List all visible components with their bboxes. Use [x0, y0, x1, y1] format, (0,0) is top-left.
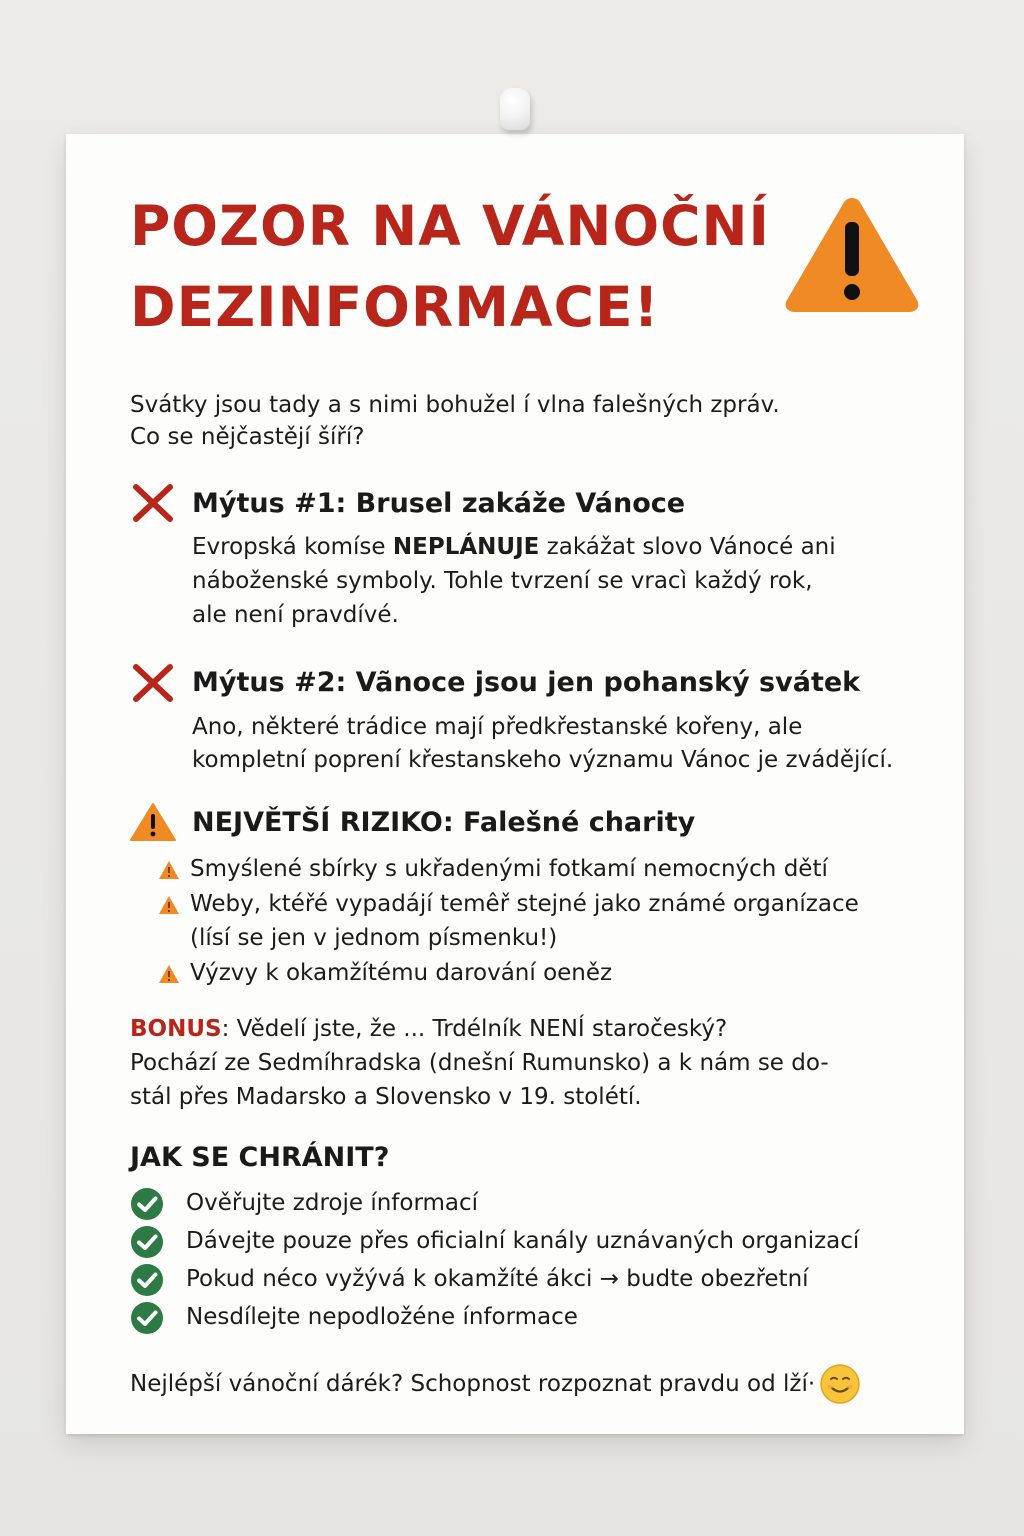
bonus-label: BONUS [130, 1016, 222, 1043]
protect-list [130, 1185, 924, 1337]
list-item: Výzvy k okamžítému darování oeněz [158, 956, 924, 991]
list-item: Dávejte pouze přes oficialní kanály uznávaných organizací [130, 1223, 924, 1261]
warning-icon [130, 802, 176, 842]
myth-2-line-1: Ano, některé trádice mají předkřestanské kořeny, ale [192, 713, 803, 740]
myth-2-heading: Mýtus #2: Vãnoce jsou jen pohanský svátek [192, 667, 861, 699]
title-line-2: DEZINFORMACE! [130, 275, 660, 340]
check-icon [130, 1225, 164, 1259]
intro-paragraph [130, 389, 920, 453]
smiling-face-icon [819, 1363, 861, 1405]
bonus-line-2: Pochází ze Sedmíhradska (dnešní Rumunsko) a k nám se do- [130, 1050, 829, 1077]
bonus-line-3: stál přes Madarsko a Slovensko v 19. stolétí. [130, 1084, 642, 1111]
cross-icon [130, 663, 176, 703]
risk-list [158, 852, 924, 990]
title-line-1: POZOR NA VÁNOČNÍ [130, 194, 770, 258]
list-item: Nesdílejte nepodložéne ínformace [130, 1299, 924, 1337]
myth-1-heading: Mýtus #1: Brusel zakáže Vánoce [192, 487, 686, 519]
myth-1-line-2: náboženské symboly. Tohle tvrzení se vracì každý rok, [192, 567, 813, 594]
closing-line [130, 1363, 924, 1405]
myth-2-line-2: kompletní poprení křestanskeho významu Vánoc je zvádějící. [192, 747, 894, 774]
small-warning-icon [158, 895, 180, 915]
small-warning-icon [158, 964, 180, 984]
myth-1-section [130, 483, 924, 632]
poster [66, 134, 964, 1434]
list-item: Smyślené sbírky s ukřadenými fotkamí nemocných dětí [158, 852, 924, 887]
list-item: Pokud néco vyžývá k okamžíté ákci → budte obezřetní [130, 1261, 924, 1299]
list-item: Weby, ktéřé vypadájí temêř stejné jako známé organízace (lísí se jen v jednom písmenku!) [158, 887, 924, 956]
cross-icon [130, 483, 176, 523]
myth-1-line-1: Evropská komíse NEPLÁNUJE zakážat slovo Vánocé ani [192, 534, 836, 561]
small-warning-icon [158, 860, 180, 880]
myth-1-line-3: ale není pravdívé. [192, 601, 399, 628]
protect-heading: JAK SE CHRÁNIT? [130, 1142, 390, 1174]
list-item: Ověřujte zdroje ínformací [130, 1185, 924, 1223]
check-icon [130, 1187, 164, 1221]
bonus-line-1: BONUS: Vědelí jste, že ... Trdélník NENÍ staročeský? [130, 1016, 728, 1043]
closing-text: Nejlépší vánoční dárék? Schopnost rozpoznat pravdu od lží· [130, 1370, 816, 1397]
bonus-section [130, 1012, 924, 1114]
push-pin [500, 88, 530, 130]
myth-2-section [130, 663, 924, 779]
risk-heading: NEJVĚTŠÍ RIZIKO: Falešné charity [192, 806, 696, 838]
intro-line-1: Svátky jsou tady a s nimi bohužel í vlna falešných zpráv. [130, 391, 780, 418]
intro-line-2: Co se nějčastějí šíří? [130, 423, 365, 450]
warning-triangle-icon [782, 192, 922, 316]
risk-section [130, 802, 924, 990]
check-icon [130, 1301, 164, 1335]
check-icon [130, 1263, 164, 1297]
